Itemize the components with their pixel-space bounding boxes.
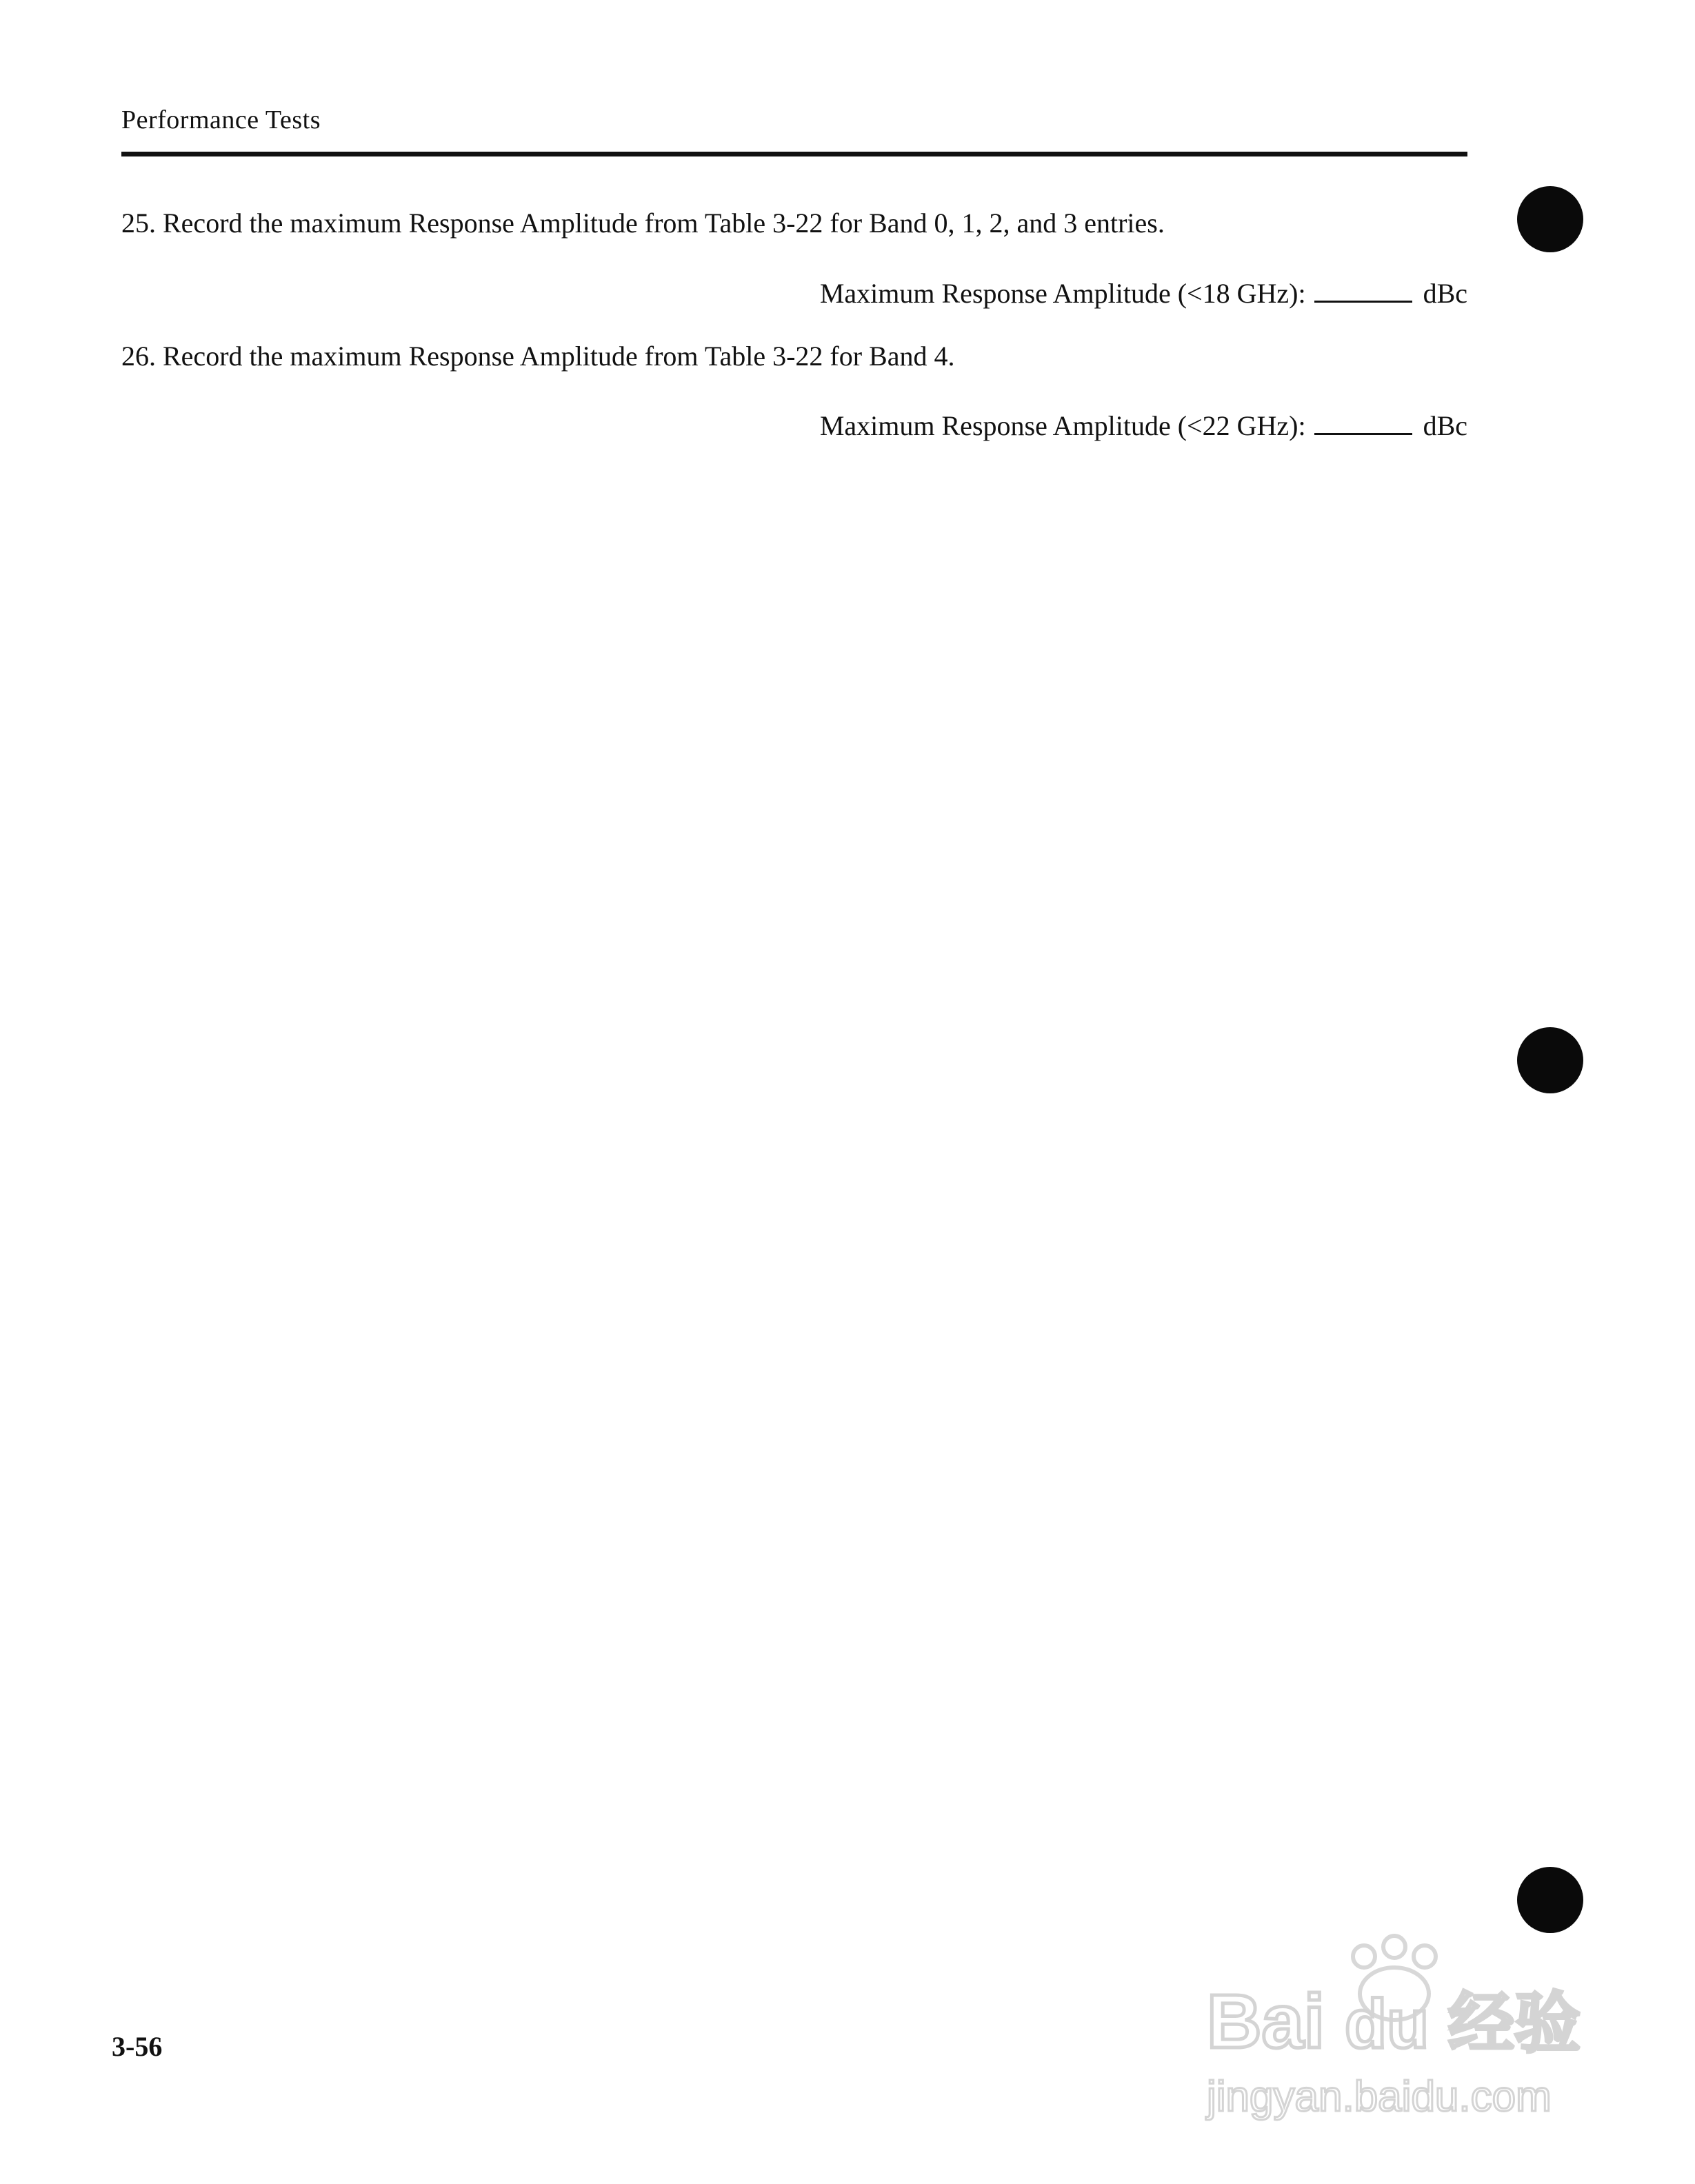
step-number: 26. [121, 341, 156, 372]
svg-text:du: du [1345, 1985, 1430, 2063]
record-blank[interactable] [1314, 280, 1412, 303]
record-unit: dBc [1423, 278, 1467, 309]
header-rule [121, 152, 1467, 156]
punch-hole-top [1517, 186, 1583, 252]
page-number: 3-56 [112, 2031, 163, 2062]
svg-text:经验: 经验 [1448, 1985, 1581, 2062]
svg-text:Bai: Bai [1207, 1979, 1325, 2064]
record-label: Maximum Response Amplitude (<18 GHz): [819, 278, 1306, 309]
step-25 [121, 207, 1165, 239]
record-label: Maximum Response Amplitude (<22 GHz): [819, 410, 1306, 441]
watermark-url: jingyan.baidu.com [1207, 2073, 1552, 2121]
step-26 [121, 340, 954, 372]
record-blank[interactable] [1314, 412, 1412, 435]
record-line-22ghz [820, 410, 1467, 442]
record-unit: dBc [1423, 410, 1467, 441]
punch-hole-bottom [1517, 1867, 1583, 1933]
punch-hole-middle [1517, 1027, 1583, 1093]
step-text: Record the maximum Response Amplitude from Table 3-22 for Band 4. [163, 341, 955, 372]
step-number: 25. [121, 208, 156, 239]
baidu-watermark-logo [1200, 1930, 1586, 2137]
page-header: Performance Tests [121, 105, 321, 134]
step-text: Record the maximum Response Amplitude from Table 3-22 for Band 0, 1, 2, and 3 entries. [163, 208, 1165, 239]
record-line-18ghz [820, 277, 1467, 310]
